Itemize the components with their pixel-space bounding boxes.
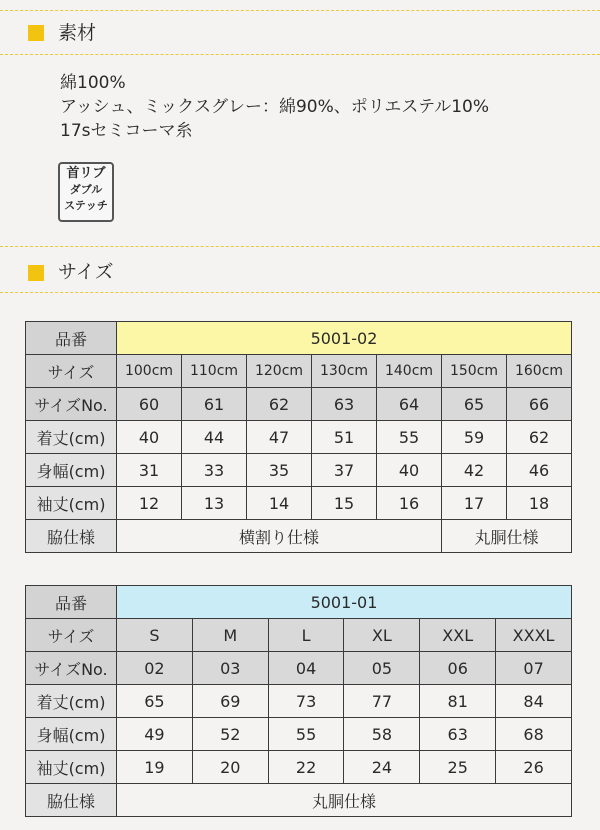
value-cell: 64 bbox=[377, 388, 442, 421]
kids-size-table bbox=[25, 321, 572, 553]
divider bbox=[0, 246, 600, 247]
value-cell: 40 bbox=[377, 454, 442, 487]
value-cell: 20 bbox=[192, 751, 268, 784]
value-cell: 47 bbox=[247, 421, 312, 454]
value-cell: 77 bbox=[344, 685, 420, 718]
side-seam-value: 横割り仕様 bbox=[117, 520, 442, 553]
table-row bbox=[26, 586, 572, 619]
value-cell: 40 bbox=[117, 421, 182, 454]
table-row bbox=[26, 355, 572, 388]
value-cell: 19 bbox=[117, 751, 193, 784]
value-cell: 16 bbox=[377, 487, 442, 520]
size-cell: 160cm bbox=[507, 355, 572, 388]
value-cell: 17 bbox=[442, 487, 507, 520]
value-cell: 52 bbox=[192, 718, 268, 751]
divider bbox=[0, 292, 600, 293]
value-cell: 31 bbox=[117, 454, 182, 487]
value-cell: 05 bbox=[344, 652, 420, 685]
value-cell: 35 bbox=[247, 454, 312, 487]
value-cell: 02 bbox=[117, 652, 193, 685]
value-cell: 63 bbox=[420, 718, 496, 751]
badge-line: ダブル bbox=[69, 183, 103, 196]
divider bbox=[0, 10, 600, 11]
row-label: 着丈(cm) bbox=[26, 685, 117, 718]
value-cell: 49 bbox=[117, 718, 193, 751]
value-cell: 84 bbox=[496, 685, 572, 718]
value-cell: 26 bbox=[496, 751, 572, 784]
value-cell: 07 bbox=[496, 652, 572, 685]
table-row bbox=[26, 322, 572, 355]
table-row bbox=[26, 421, 572, 454]
value-cell: 59 bbox=[442, 421, 507, 454]
row-label: 品番 bbox=[26, 586, 117, 619]
row-label: サイズ bbox=[26, 619, 117, 652]
value-cell: 18 bbox=[507, 487, 572, 520]
size-cell: S bbox=[117, 619, 193, 652]
row-label: 身幅(cm) bbox=[26, 718, 117, 751]
size-cell: 140cm bbox=[377, 355, 442, 388]
value-cell: 04 bbox=[268, 652, 344, 685]
value-cell: 65 bbox=[117, 685, 193, 718]
value-cell: 69 bbox=[192, 685, 268, 718]
row-label: サイズNo. bbox=[26, 388, 117, 421]
value-cell: 62 bbox=[247, 388, 312, 421]
value-cell: 63 bbox=[312, 388, 377, 421]
table-row bbox=[26, 652, 572, 685]
value-cell: 12 bbox=[117, 487, 182, 520]
row-label: 着丈(cm) bbox=[26, 421, 117, 454]
size-cell: 120cm bbox=[247, 355, 312, 388]
value-cell: 62 bbox=[507, 421, 572, 454]
rib-stitch-badge bbox=[58, 162, 114, 222]
table-row bbox=[26, 388, 572, 421]
value-cell: 24 bbox=[344, 751, 420, 784]
size-cell: XL bbox=[344, 619, 420, 652]
material-line: 17sセミコーマ糸 bbox=[60, 121, 193, 141]
square-bullet-icon bbox=[28, 25, 44, 41]
value-cell: 73 bbox=[268, 685, 344, 718]
value-cell: 06 bbox=[420, 652, 496, 685]
value-cell: 81 bbox=[420, 685, 496, 718]
size-cell: 150cm bbox=[442, 355, 507, 388]
value-cell: 61 bbox=[182, 388, 247, 421]
row-label: 身幅(cm) bbox=[26, 454, 117, 487]
size-cell: XXL bbox=[420, 619, 496, 652]
value-cell: 15 bbox=[312, 487, 377, 520]
value-cell: 46 bbox=[507, 454, 572, 487]
value-cell: 51 bbox=[312, 421, 377, 454]
size-cell: 130cm bbox=[312, 355, 377, 388]
badge-line: 首リブ bbox=[66, 166, 106, 181]
value-cell: 22 bbox=[268, 751, 344, 784]
value-cell: 13 bbox=[182, 487, 247, 520]
value-cell: 55 bbox=[377, 421, 442, 454]
value-cell: 55 bbox=[268, 718, 344, 751]
square-bullet-icon bbox=[28, 265, 44, 281]
value-cell: 42 bbox=[442, 454, 507, 487]
adult-size-table bbox=[25, 585, 572, 817]
row-label: 品番 bbox=[26, 322, 117, 355]
divider bbox=[0, 54, 600, 55]
table-row bbox=[26, 718, 572, 751]
value-cell: 58 bbox=[344, 718, 420, 751]
table-row bbox=[26, 619, 572, 652]
side-seam-value: 丸胴仕様 bbox=[117, 784, 572, 817]
size-cell: 100cm bbox=[117, 355, 182, 388]
value-cell: 37 bbox=[312, 454, 377, 487]
side-seam-value: 丸胴仕様 bbox=[442, 520, 572, 553]
row-label: 脇仕様 bbox=[26, 784, 117, 817]
material-line: 綿100% bbox=[60, 73, 126, 93]
value-cell: 65 bbox=[442, 388, 507, 421]
value-cell: 66 bbox=[507, 388, 572, 421]
size-cell: 110cm bbox=[182, 355, 247, 388]
value-cell: 44 bbox=[182, 421, 247, 454]
size-cell: L bbox=[268, 619, 344, 652]
table-row bbox=[26, 454, 572, 487]
row-label: 袖丈(cm) bbox=[26, 487, 117, 520]
row-label: 袖丈(cm) bbox=[26, 751, 117, 784]
value-cell: 03 bbox=[192, 652, 268, 685]
product-code: 5001-02 bbox=[117, 322, 572, 355]
value-cell: 68 bbox=[496, 718, 572, 751]
value-cell: 33 bbox=[182, 454, 247, 487]
row-label: サイズNo. bbox=[26, 652, 117, 685]
value-cell: 60 bbox=[117, 388, 182, 421]
size-cell: M bbox=[192, 619, 268, 652]
value-cell: 25 bbox=[420, 751, 496, 784]
row-label: サイズ bbox=[26, 355, 117, 388]
badge-line: ステッチ bbox=[64, 199, 108, 212]
table-row bbox=[26, 784, 572, 817]
product-code: 5001-01 bbox=[117, 586, 572, 619]
table-row bbox=[26, 520, 572, 553]
table-row bbox=[26, 487, 572, 520]
table-row bbox=[26, 751, 572, 784]
material-line: アッシュ、ミックスグレー：綿90%、ポリエステル10% bbox=[60, 97, 489, 117]
value-cell: 14 bbox=[247, 487, 312, 520]
table-row bbox=[26, 685, 572, 718]
section-title: サイズ bbox=[58, 261, 114, 283]
row-label: 脇仕様 bbox=[26, 520, 117, 553]
section-title: 素材 bbox=[58, 22, 97, 44]
size-cell: XXXL bbox=[496, 619, 572, 652]
